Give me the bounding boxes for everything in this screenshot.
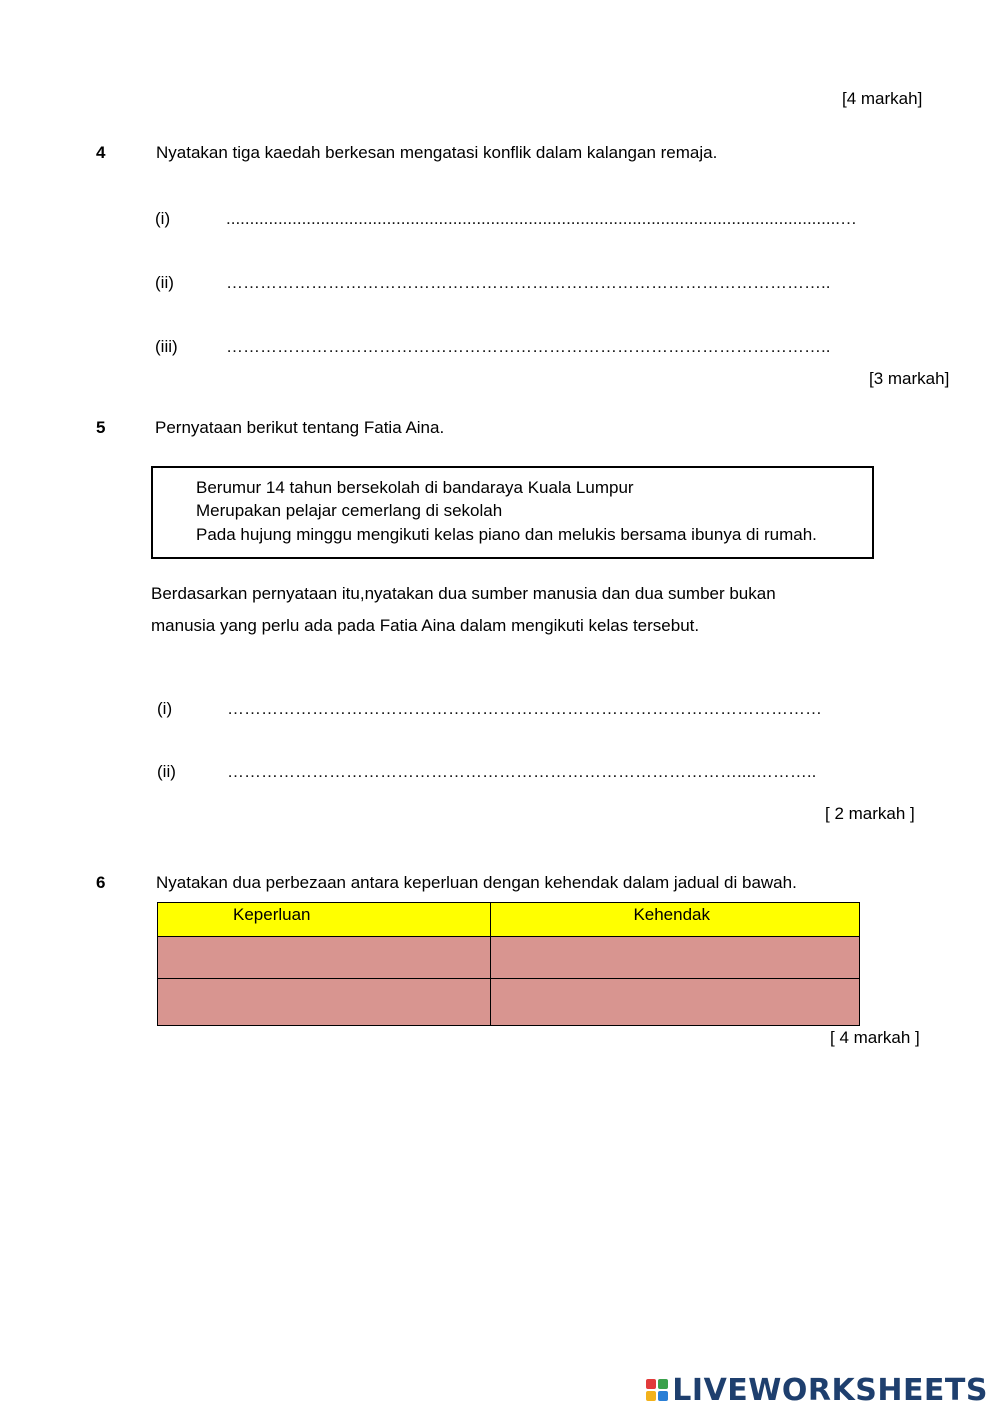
q5-answer-line-1[interactable]: …………………………………………………………………………………………… <box>227 699 822 718</box>
q5-marks: [ 2 markah ] <box>825 804 915 823</box>
q5-instruction-line-1: Berdasarkan pernyataan itu,nyatakan dua sumber manusia dan dua sumber bukan <box>151 584 776 603</box>
q5-info-box <box>151 466 874 559</box>
liveworksheets-logo-icon <box>646 1379 668 1401</box>
q6-table-header-row <box>158 903 860 937</box>
q6-header-kehendak: Kehendak <box>491 903 860 937</box>
q5-instruction-line-2: manusia yang perlu ada pada Fatia Aina dalam mengikuti kelas tersebut. <box>151 616 700 635</box>
q6-cell-kehendak-1[interactable] <box>491 937 860 979</box>
q4-question: Nyatakan tiga kaedah berkesan mengatasi konflik dalam kalangan remaja. <box>156 143 718 162</box>
q3-marks: [4 markah] <box>842 89 923 108</box>
q4-marks: [3 markah] <box>869 369 950 388</box>
q5-box-line-2: Merupakan pelajar cemerlang di sekolah <box>196 501 503 520</box>
q4-answer-label-3: (iii) <box>155 337 178 356</box>
q4-number: 4 <box>96 143 106 162</box>
q6-cell-kehendak-2[interactable] <box>491 979 860 1026</box>
q6-cell-keperluan-2[interactable] <box>158 979 491 1026</box>
q5-answer-label-2: (ii) <box>157 762 176 781</box>
q4-answer-line-2[interactable]: …………………………………………………………………………………………….. <box>226 273 831 292</box>
q5-answer-label-1: (i) <box>157 699 173 718</box>
q4-answer-label-2: (ii) <box>155 273 174 292</box>
q5-answer-line-2[interactable]: ………………………………………………………………………………....……….. <box>227 762 817 781</box>
q6-question: Nyatakan dua perbezaan antara keperluan dengan kehendak dalam jadual di bawah. <box>156 873 797 892</box>
q6-table <box>157 902 860 1026</box>
q5-number: 5 <box>96 418 106 437</box>
q5-question: Pernyataan berikut tentang Fatia Aina. <box>155 418 445 437</box>
q6-number: 6 <box>96 873 106 892</box>
q4-answer-label-1: (i) <box>155 209 171 228</box>
q6-marks: [ 4 markah ] <box>830 1028 920 1047</box>
q5-box-line-1: Berumur 14 tahun bersekolah di bandaraya Kuala Lumpur <box>196 478 634 497</box>
q5-box-line-3: Pada hujung minggu mengikuti kelas piano dan melukis bersama ibunya di rumah. <box>196 525 817 544</box>
q6-cell-keperluan-1[interactable] <box>158 937 491 979</box>
table-row <box>158 937 860 979</box>
q6-header-keperluan: Keperluan <box>158 903 491 937</box>
q4-answer-line-1[interactable]: ..................................................................................................................................… <box>226 209 858 228</box>
liveworksheets-wordmark: LIVEWORKSHEETS <box>672 1372 988 1408</box>
liveworksheets-brand <box>646 1374 988 1406</box>
table-row <box>158 979 860 1026</box>
q4-answer-line-3[interactable]: …………………………………………………………………………………………….. <box>226 337 831 356</box>
